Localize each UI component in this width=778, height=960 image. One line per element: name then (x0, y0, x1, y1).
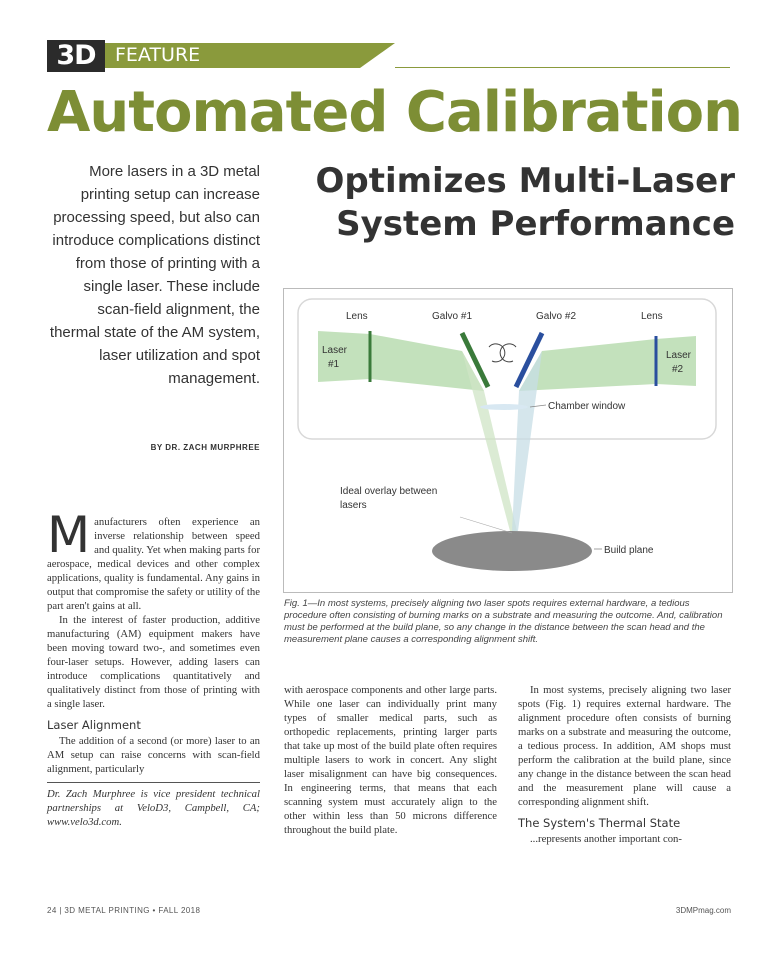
paragraph-2: In the interest of faster production, additive manufacturing (AM) equipment makers have been moving toward two-, and sometimes even four-laser setups. However, adding lasers can introduce complications quantitatively and qualitatively distinct from those of printing with a single laser. (47, 614, 260, 710)
label-lens-left: Lens (346, 311, 368, 322)
column-2-text: with aerospace components and other large parts. While one laser can individually print many types of smaller medical parts, such as orthopedic replacements, printing larger parts that take up most of the build plate often requires multiple lasers to work in concert. Any slight laser misalignment can have big consequences. In engineering terms, that means that each scanning system must accurately align to the other within less than 50 microns difference throughout the build plate. (284, 684, 497, 836)
heading-thermal-state: The System's Thermal State (518, 816, 681, 830)
label-galvo-1: Galvo #1 (432, 311, 473, 322)
beam-laser2-in (656, 336, 696, 386)
overlay-leader-line (460, 517, 512, 533)
laser-diagram (284, 289, 734, 594)
section-badge-3d: 3D (47, 40, 105, 72)
section-label: FEATURE (105, 43, 360, 68)
body-column-3 (518, 683, 731, 846)
build-plane (432, 531, 592, 571)
article-subtitle: Optimizes Multi-Laser System Performance (315, 161, 735, 244)
label-galvo-2: Galvo #2 (536, 311, 577, 322)
intro-paragraph (47, 506, 260, 613)
section-band-end (360, 43, 395, 68)
label-chamber-window: Chamber window (548, 401, 626, 412)
label-build-plane: Build plane (604, 545, 654, 556)
beam-laser1-in (318, 331, 370, 382)
column-3-continuation: ...represents another important con- (530, 833, 682, 845)
header-rule (395, 67, 730, 68)
article-title: Automated Calibration (47, 80, 742, 145)
article-deck: More lasers in a 3D metal printing setup can increase processing speed, but also can introduce complications distinct from those of printing with a single laser. These include scan-field alignment, the thermal state of the AM system, laser utilization and spot management. (49, 163, 260, 387)
column-3-text: In most systems, precisely aligning two laser spots (Fig. 1) requires external hardware. The alignment procedure often consists of burning marks on a substrate and measuring the outcome, a tedious process. In addition, AM shops must perform the calibration at the build plane, since any change in the distance between the scan head and the measurement plane will cause a corresponding alignment shift. (518, 684, 731, 808)
beam-down-1 (462, 351, 517, 531)
footer-website: 3DMPmag.com (675, 906, 731, 915)
footer-folio: 24 | 3D METAL PRINTING • FALL 2018 (47, 906, 201, 915)
drop-cap: M (47, 506, 91, 564)
author-bio: Dr. Zach Murphree is vice president technical partnerships at VeloD3, Campbell, CA; www.velo3d.com. (47, 788, 260, 828)
label-overlay-line1: Ideal overlay between (340, 486, 438, 497)
galvo-2-rotation-icon (500, 344, 516, 362)
bio-rule (47, 782, 260, 783)
label-laser2-line1: Laser (666, 350, 692, 361)
label-lens-right: Lens (641, 311, 663, 322)
body-column-2 (284, 683, 497, 837)
chamber-window (480, 404, 528, 410)
heading-laser-alignment: Laser Alignment (47, 718, 141, 732)
beam-down-2 (512, 351, 542, 531)
body-column-1 (47, 506, 260, 829)
figure-caption: Fig. 1—In most systems, precisely aligning two laser spots requires external hardware, a tedious procedure often consisting of burning marks on a substrate and measuring the outcome. And, calibration must be performed at the build plane, so any change in the distance between the scan head and the measurement plane causes a corresponding alignment shift. (284, 598, 723, 645)
byline: BY DR. ZACH MURPHREE (150, 443, 260, 452)
label-overlay-line2: lasers (340, 500, 367, 511)
label-laser1-line1: Laser (322, 345, 348, 356)
paragraph-3: The addition of a second (or more) laser to an AM setup can raise concerns with scan-field alignment, particularly (47, 735, 260, 775)
intro-text: anufacturers often experience an inverse relationship between speed and quality. Yet when making parts for aerospace, medical devices and other complex applications, quality is fundamental. Any gains in output that compromise the safety or utility of the part aren't gains at all. (47, 516, 260, 612)
label-laser2-line2: #2 (672, 364, 684, 375)
label-laser1-line2: #1 (328, 359, 340, 370)
figure-diagram (283, 288, 733, 593)
